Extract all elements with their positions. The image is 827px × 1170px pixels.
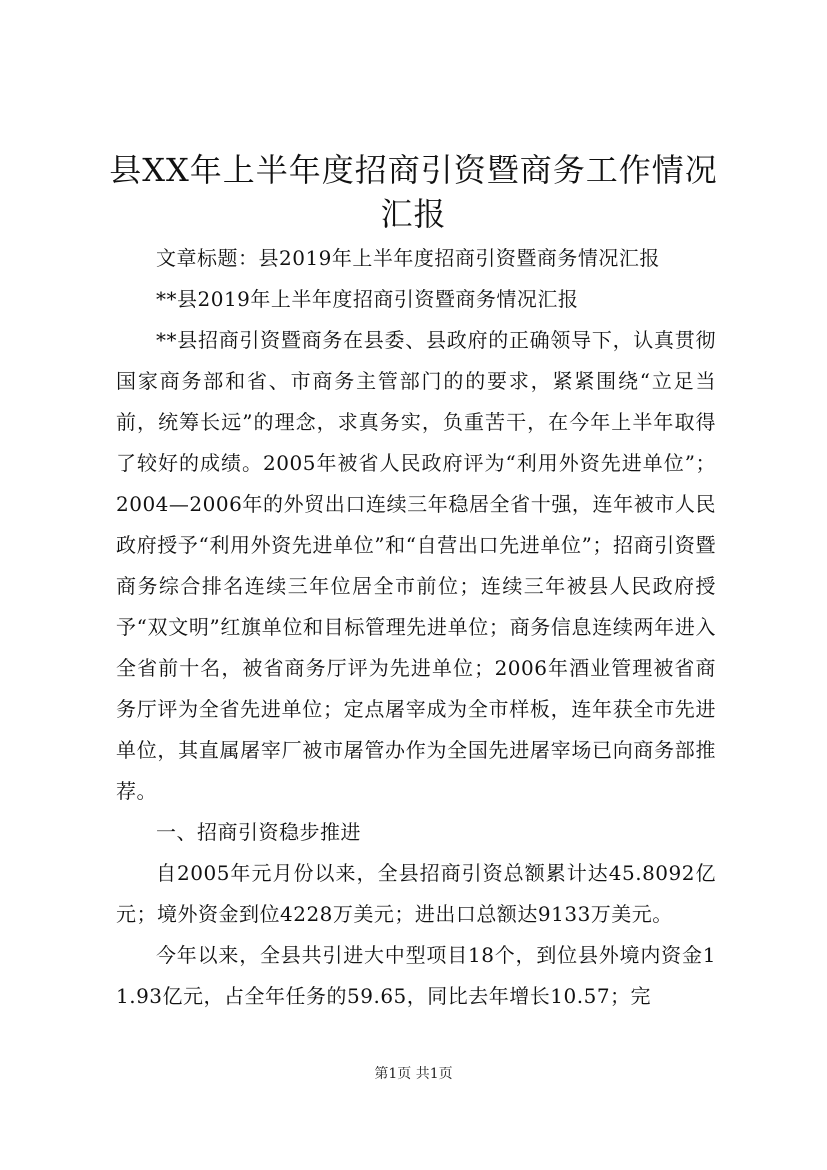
- paragraph-report-heading: **县2019年上半年度招商引资暨商务情况汇报: [156, 287, 579, 311]
- paragraph-this-year: 今年以来，全县共引进大中型项目18个，到位县外境内资金11.93亿元，占全年任务的59.65，同比去年增长10.57；完: [116, 943, 716, 1008]
- paragraph-investment-totals: 自2005年元月份以来，全县招商引资总额累计达45.8092亿元；境外资金到位4228万美元；进出口总额达9133万美元。: [116, 861, 716, 926]
- section-heading-investment: 一、招商引资稳步推进: [156, 820, 361, 844]
- paragraph-article-title: 文章标题：县2019年上半年度招商引资暨商务情况汇报: [156, 246, 660, 270]
- document-body: [116, 238, 716, 1017]
- document-title: 县XX年上半年度招商引资暨商务工作情况汇报: [109, 151, 718, 233]
- paragraph-intro: **县招商引资暨商务在县委、县政府的正确领导下，认真贯彻国家商务部和省、市商务主管部门的的要求，紧紧围绕“立足当前，统筹长远”的理念，求真务实，负重苦干，在今年上半年取得了较好的成绩。2005年被省人民政府评为“利用外资先进单位”；2004—2006年的外贸出口连续三年稳居全省十强，连年被市人民政府授予“利用外资先进单位”和“自营出口先进单位”；招商引资暨商务综合排名连续三年位居全市前位；连续三年被县人民政府授予“双文明”红旗单位和目标管理先进单位；商务信息连续两年进入全省前十名，被省商务厅评为先进单位；2006年酒业管理被省商务厅评为全省先进单位；定点屠宰成为全市样板，连年获全市先进单位，其直属屠宰厂被市屠管办作为全国先进屠宰场已向商务部推荐。: [116, 328, 716, 803]
- page-number-footer: 第1页 共1页: [374, 1066, 453, 1082]
